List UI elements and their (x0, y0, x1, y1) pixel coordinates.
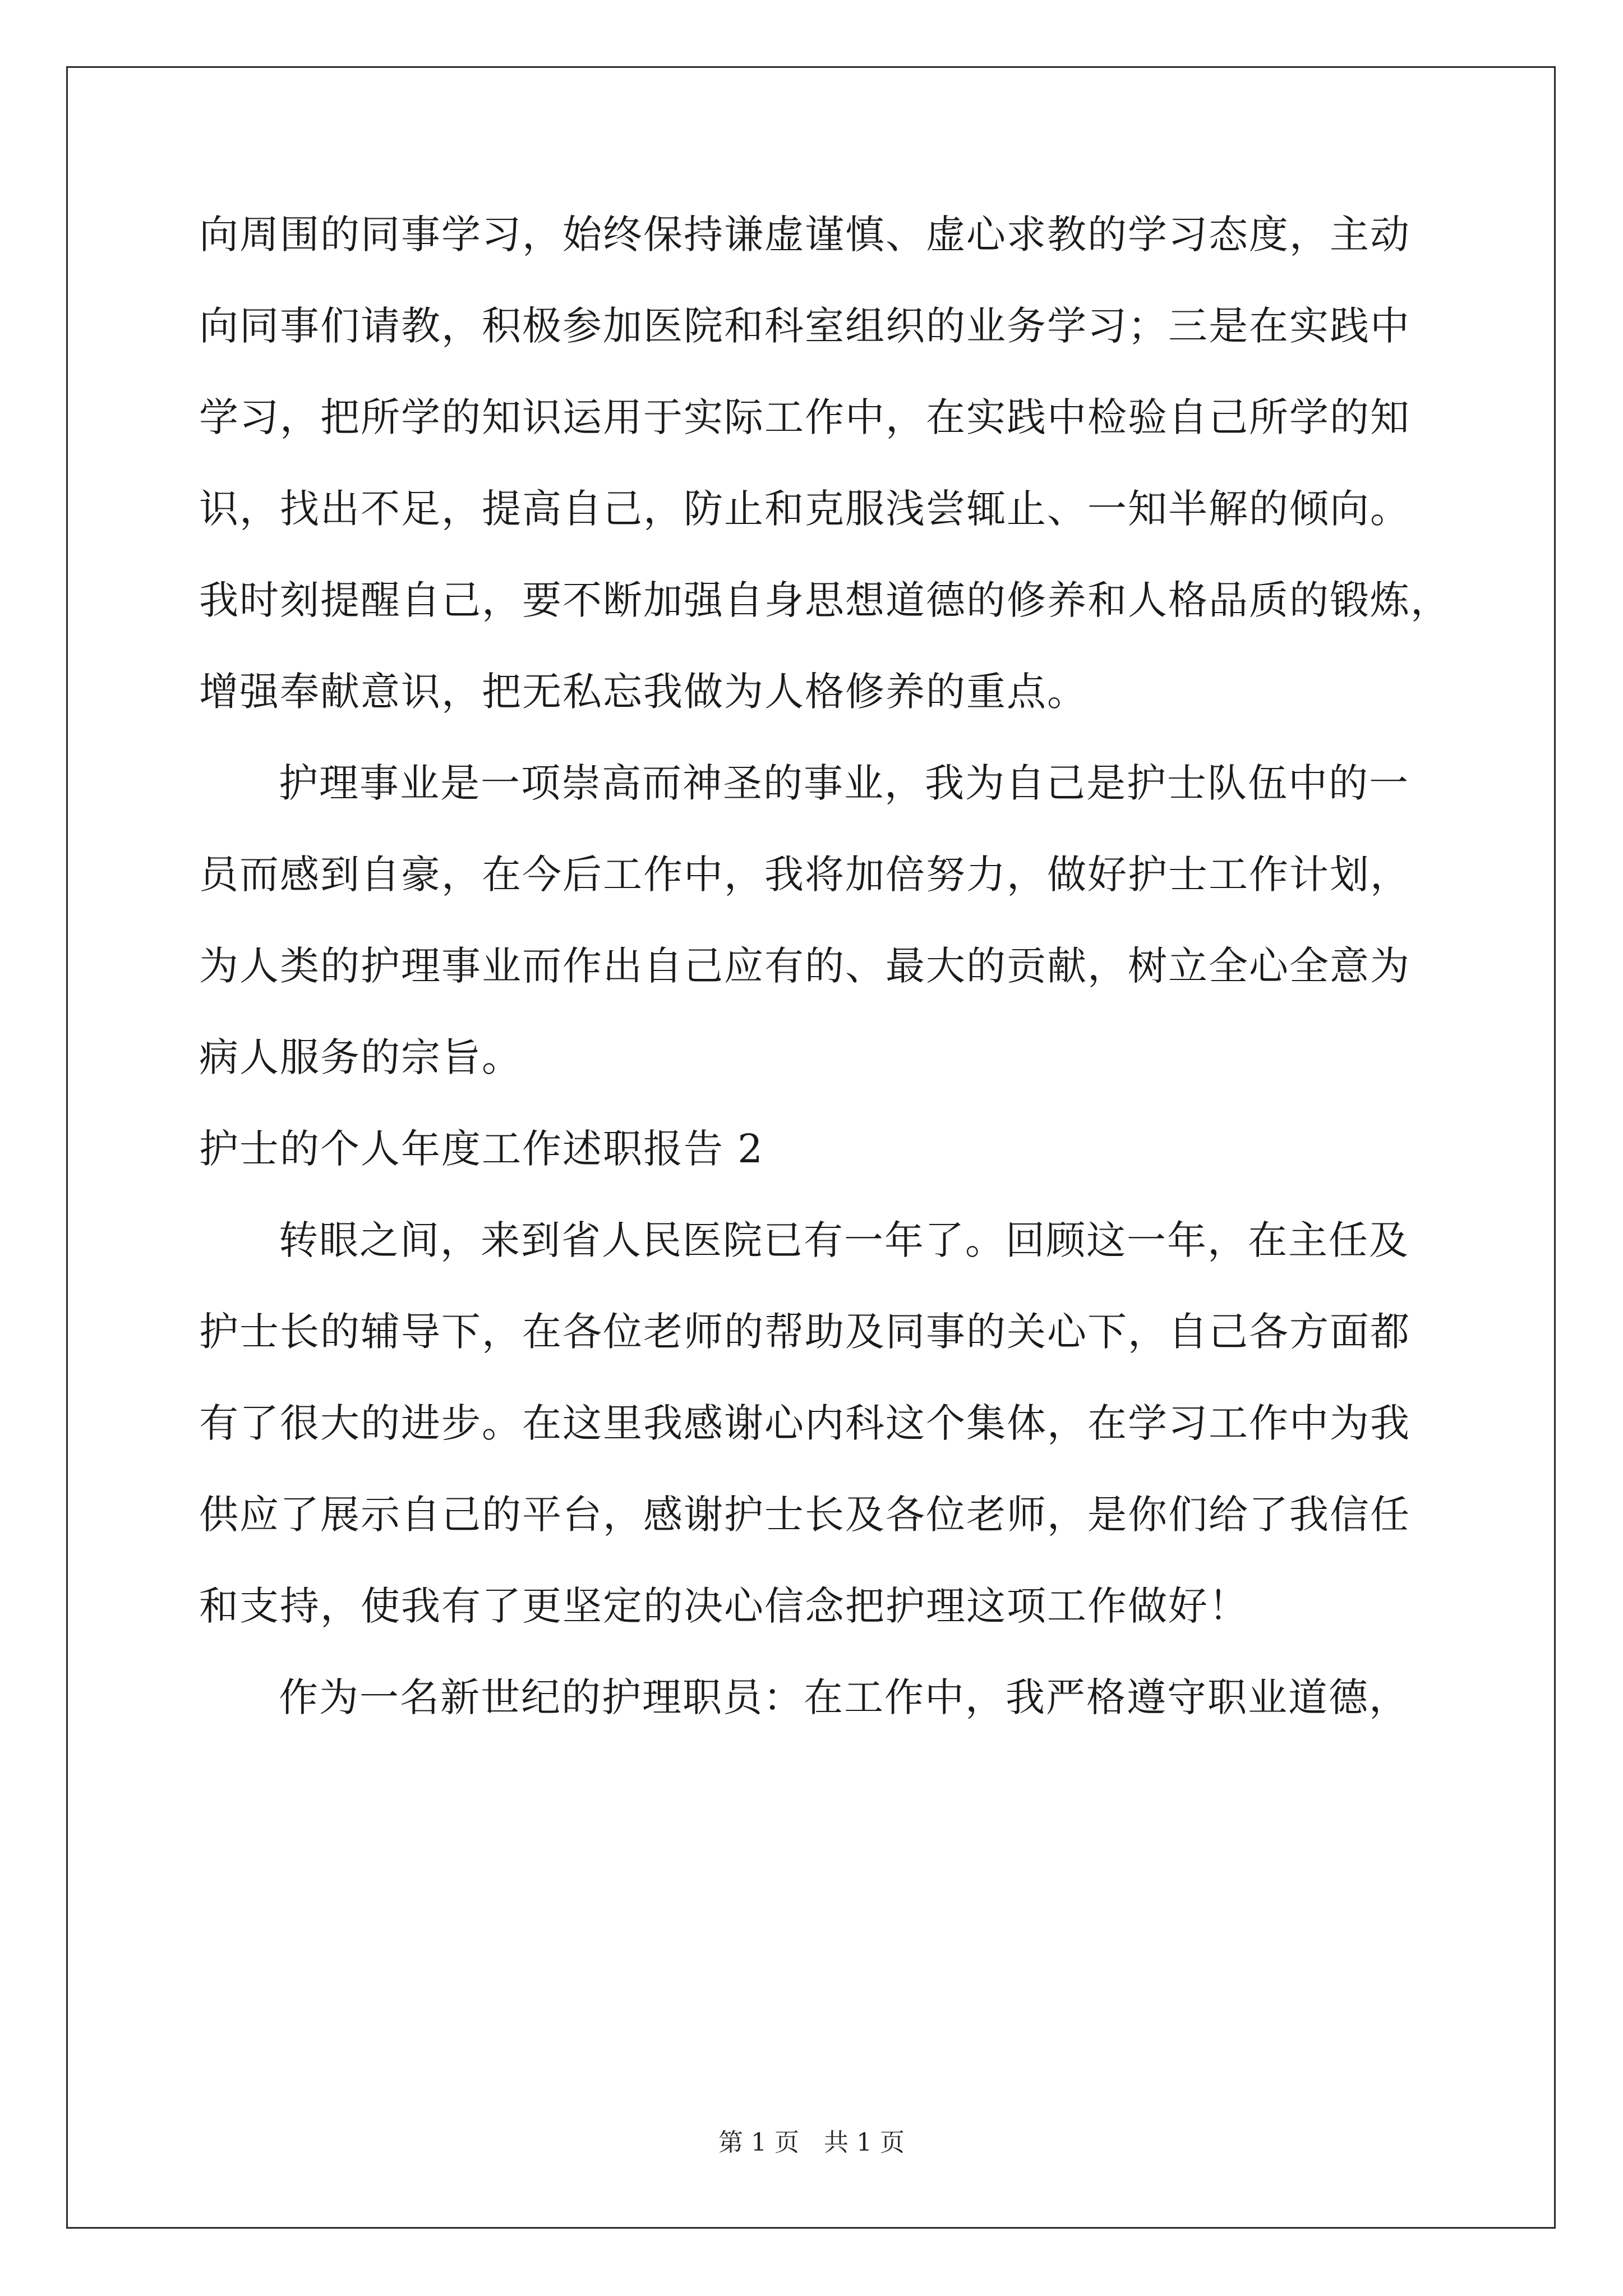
text-line: 增强奉献意识，把无私忘我做为人格修养的重点。 (199, 669, 1087, 715)
text-line: 供应了展示自己的平台，感谢护士长及各位老师，是你们给了我信任 (199, 1492, 1410, 1538)
text-line: 有了很大的进步。在这里我感谢心内科这个集体，在学习工作中为我 (199, 1400, 1410, 1446)
section-heading: 护士的个人年度工作述职报告 2 (199, 1126, 764, 1172)
text-line: 为人类的护理事业而作出自己应有的、最大的贡献，树立全心全意为 (199, 943, 1410, 989)
text-line: 病人服务的宗旨。 (199, 1034, 522, 1080)
paragraph-first-line: 作为一名新世纪的护理职员：在工作中，我严格遵守职业道德， (279, 1674, 1409, 1720)
text-line: 学习，把所学的知识运用于实际工作中，在实践中检验自己所学的知 (199, 394, 1410, 440)
text-line: 识，找出不足，提高自己，防止和克服浅尝辄止、一知半解的倾向。 (199, 486, 1410, 532)
text-line: 和支持，使我有了更坚定的决心信念把护理这项工作做好！ (199, 1583, 1249, 1629)
text-line: 护士长的辅导下，在各位老师的帮助及同事的关心下，自己各方面都 (199, 1309, 1410, 1355)
text-line: 向周围的同事学习，始终保持谦虚谨慎、虚心求教的学习态度，主动 (199, 211, 1410, 257)
page-footer: 第 1 页 共 1 页 (718, 2128, 905, 2157)
paragraph-first-line: 转眼之间，来到省人民医院已有一年了。回顾这一年，在主任及 (279, 1217, 1409, 1263)
text-line: 向同事们请教，积极参加医院和科室组织的业务学习；三是在实践中 (199, 303, 1410, 349)
text-line: 员而感到自豪，在今后工作中，我将加倍努力，做好护士工作计划， (199, 852, 1410, 898)
text-line: 我时刻提醒自己，要不断加强自身思想道德的修养和人格品质的锻炼， (199, 577, 1451, 623)
paragraph-first-line: 护理事业是一项崇高而神圣的事业，我为自己是护士队伍中的一 (279, 760, 1409, 806)
